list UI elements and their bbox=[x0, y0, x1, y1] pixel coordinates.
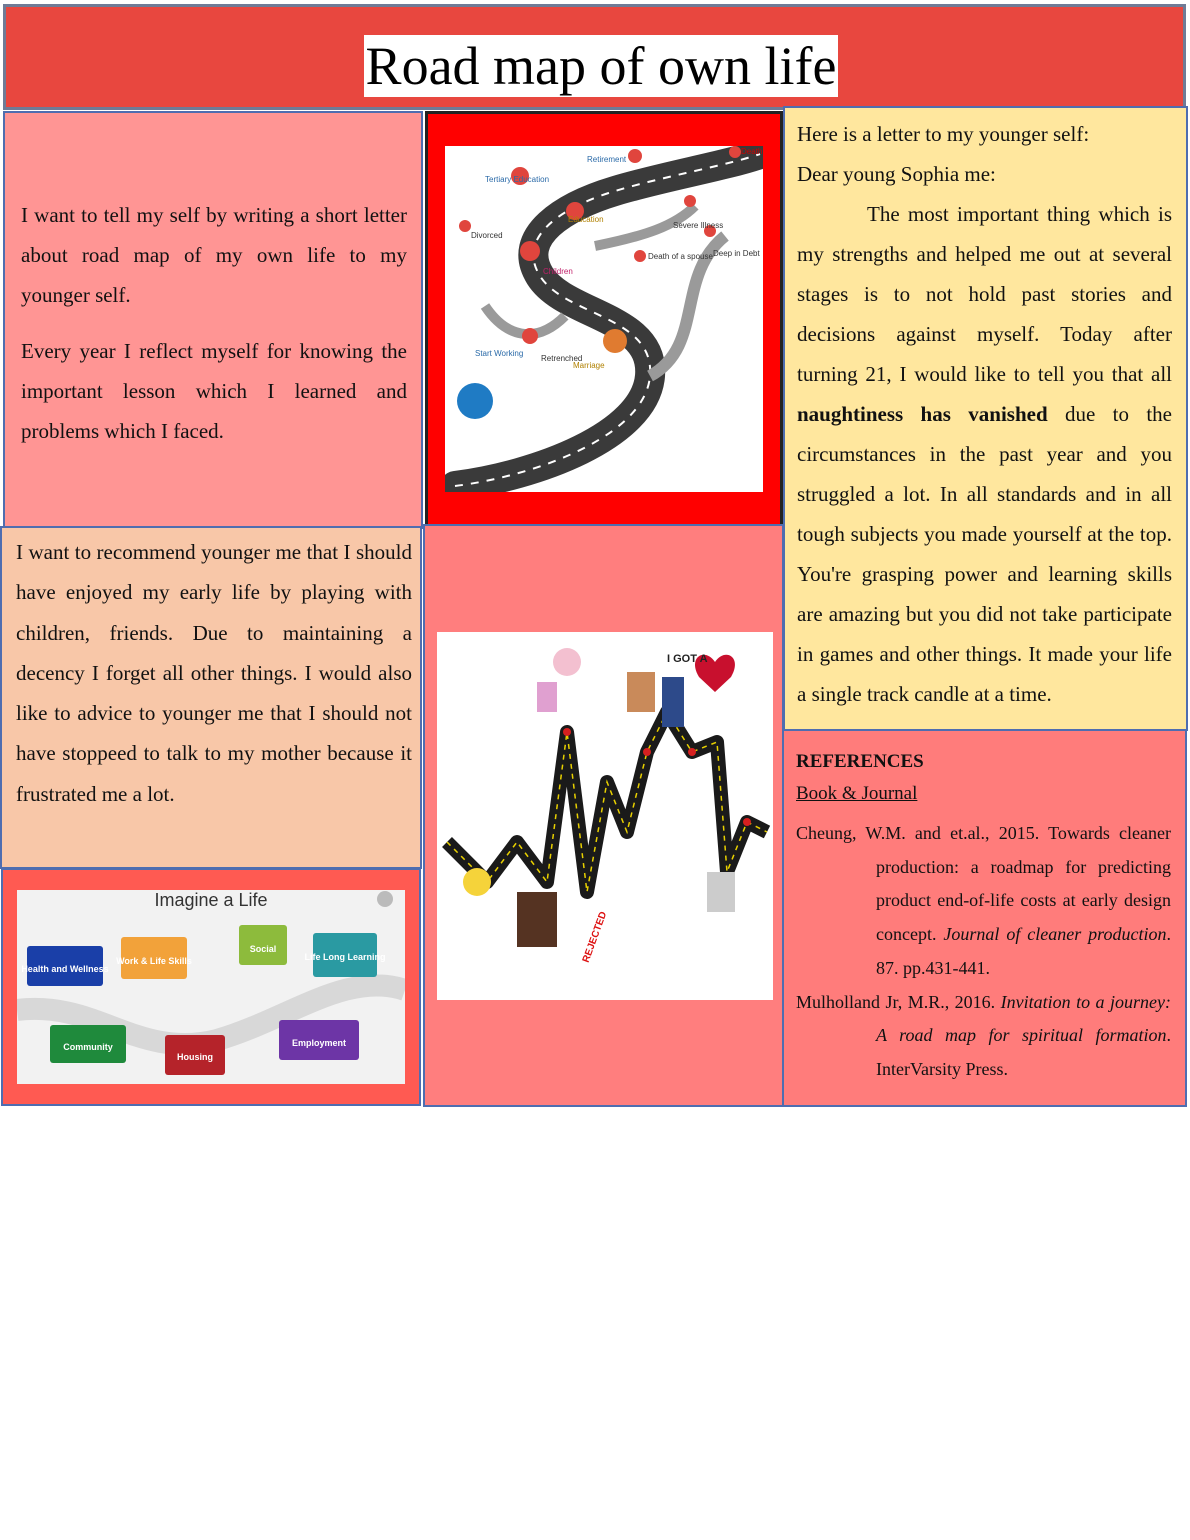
letter-greeting-1: Here is a letter to my younger self: bbox=[797, 122, 1090, 146]
imagine-title: Imagine a Life bbox=[154, 890, 268, 910]
back-arrow-icon bbox=[377, 891, 393, 907]
svg-text:Social: Social bbox=[249, 944, 277, 954]
timeline-caption: I GOT A bbox=[667, 653, 708, 665]
svg-text:Death of a spouse: Death of a spouse bbox=[648, 252, 713, 261]
title-banner bbox=[3, 4, 1186, 110]
reference-entry: Mulholland Jr, M.R., 2016. Invitation to a journey: A road map for spiritual formation. InterVarsity Press. bbox=[796, 991, 1171, 1079]
svg-text:Housing: Housing bbox=[177, 1052, 213, 1062]
svg-text:Deep in Debt: Deep in Debt bbox=[713, 249, 760, 258]
svg-text:Start Working: Start Working bbox=[475, 349, 524, 358]
svg-text:Retirement: Retirement bbox=[587, 155, 627, 164]
imagine-a-life-image bbox=[17, 890, 405, 1084]
svg-text:Marriage: Marriage bbox=[573, 361, 605, 370]
svg-text:Work & Life Skills: Work & Life Skills bbox=[116, 956, 192, 966]
page-title: Road map of own life bbox=[365, 36, 837, 96]
svg-text:Life Long Learning: Life Long Learning bbox=[304, 952, 386, 962]
letter-greeting-2: Dear young Sophia me: bbox=[797, 162, 996, 186]
svg-text:Severe Illness: Severe Illness bbox=[673, 221, 724, 230]
svg-text:Divorced: Divorced bbox=[471, 231, 503, 240]
letter-panel bbox=[783, 106, 1188, 731]
imagine-life-illustration bbox=[17, 890, 405, 1084]
references-panel bbox=[782, 729, 1187, 1107]
svg-text:Tertiary Education: Tertiary Education bbox=[485, 175, 550, 184]
svg-text:Employment: Employment bbox=[291, 1038, 347, 1048]
recommend-panel bbox=[0, 526, 422, 869]
svg-text:Children: Children bbox=[543, 267, 573, 276]
intro-paragraph-1: I want to tell my self by writing a short letter about road map of my own life to my younger self. bbox=[21, 203, 407, 307]
references-heading: REFERENCES bbox=[796, 751, 924, 772]
imagine-panel bbox=[1, 868, 421, 1106]
svg-text:Retrenched: Retrenched bbox=[541, 354, 583, 363]
recommend-text: I want to recommend younger me that I should have enjoyed my early life by playing with children, friends. Due to maintaining a decency I forget all other things. I would also like to advice to younger me that I should not have stoppeed to talk to my mother because it frustrated me a lot. bbox=[16, 540, 412, 806]
references-subheading: Book & Journal bbox=[796, 783, 918, 804]
letter-body: The most important thing which is my strengths and helped me out at several stages is to not hold past stories and decisions against myself. Today after turning 21, I would like to tell you that all naughtiness has vanished due to the circumstances in the past year and you struggled a lot. In all standards and in all tough subjects you made yourself at the top. You're grasping power and learning skills are amazing but you did not take participate in games and other things. It made your life a single track candle at a time. bbox=[797, 202, 1173, 706]
intro-paragraph-2: Every year I reflect myself for knowing the important lesson which I learned and problems which I faced. bbox=[21, 339, 407, 443]
svg-text:Health and Wellness: Health and Wellness bbox=[21, 964, 109, 974]
road-map-image bbox=[445, 146, 763, 492]
road-label: Death bbox=[741, 147, 763, 156]
letter-bold-phrase: naughtiness has vanished bbox=[797, 402, 1048, 426]
svg-text:Education: Education bbox=[568, 215, 604, 224]
life-timeline-illustration bbox=[437, 632, 773, 1000]
intro-panel bbox=[3, 111, 423, 529]
reference-entry: Cheung, W.M. and et.al., 2015. Towards cleaner production: a roadmap for predicting product end-of-life costs at early design concept. Journal of cleaner production. 87. pp.431-441. bbox=[796, 823, 1171, 978]
timeline-image bbox=[437, 632, 773, 1000]
svg-text:Community: Community bbox=[63, 1042, 113, 1052]
road-map-illustration bbox=[445, 146, 763, 492]
road-map-frame bbox=[425, 111, 783, 527]
timeline-panel bbox=[423, 524, 784, 1107]
rejected-stamp: REJECTED bbox=[580, 910, 610, 965]
